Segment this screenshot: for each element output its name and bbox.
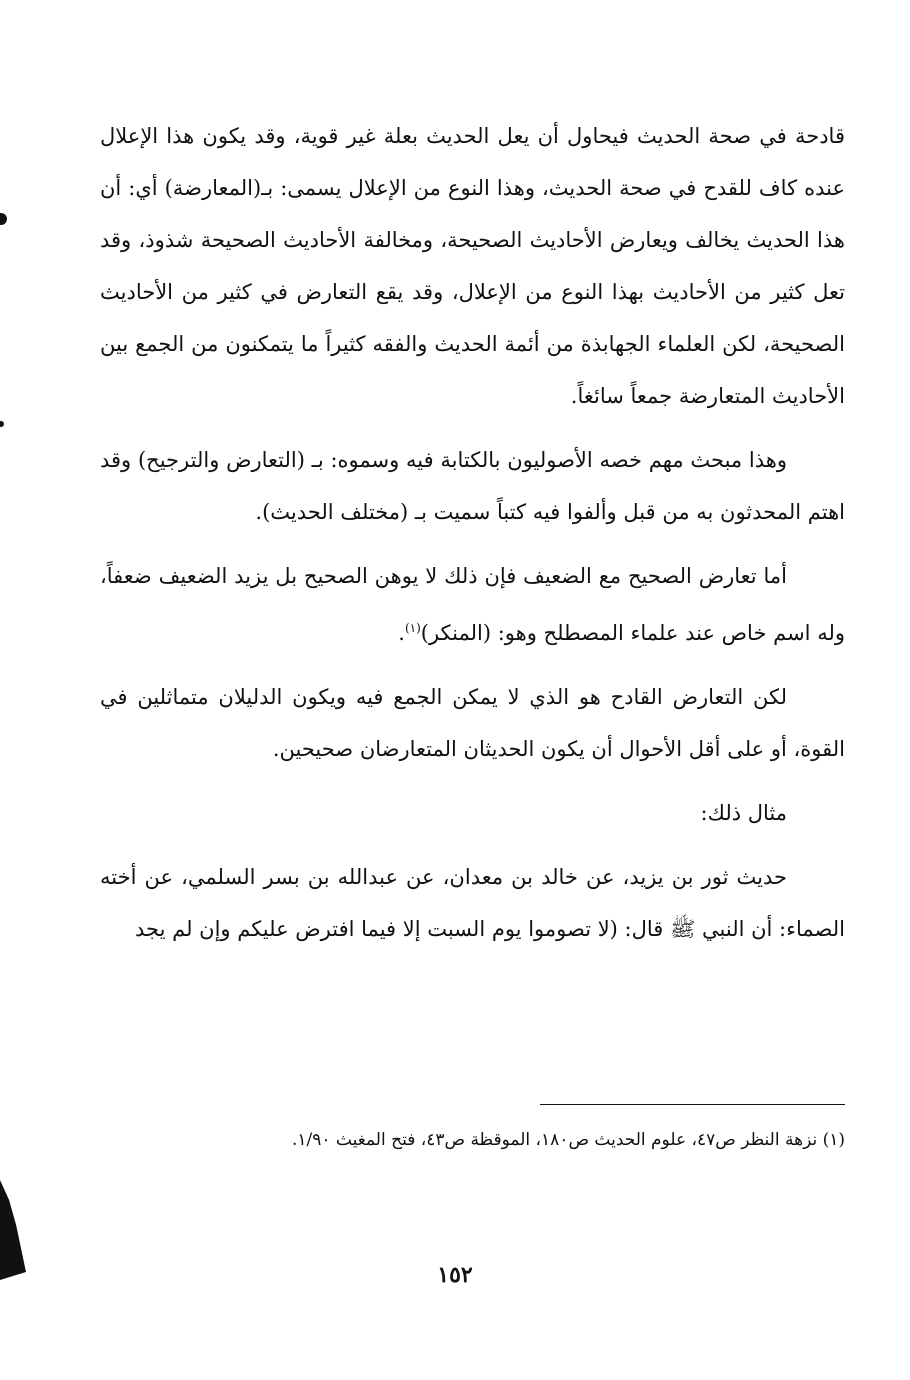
scan-edge-mark (0, 421, 4, 427)
paragraph: وهذا مبحث مهم خصه الأصوليون بالكتابة فيه وسموه: بـ (التعارض والترجيح) وقد اهتم المحدثون به من قبل وألفوا فيه كتباً سميت بـ (مختلف الحديث). (100, 448, 845, 524)
paragraph-end: . (398, 621, 405, 645)
main-text (100, 110, 845, 955)
footnote-divider (540, 1104, 845, 1105)
paragraph-text: أما تعارض الصحيح مع الضعيف فإن ذلك لا يوهن الصحيح بل يزيد الضعيف ضعفاً، وله اسم خاص عند علماء المصطلح وهو: (المنكر) (100, 564, 845, 645)
scan-edge-shadow (0, 1180, 26, 1280)
scan-edge-mark (0, 213, 7, 225)
paragraph: لكن التعارض القادح هو الذي لا يمكن الجمع فيه ويكون الدليلان متماثلين في القوة، أو على أقل الأحوال أن يكون الحديثان المتعارضان صحيحين. (100, 685, 845, 761)
footnote: (١) نزهة النظر ص٤٧، علوم الحديث ص١٨٠، الموقظة ص٤٣، فتح المغيث ١/٩٠. (292, 1130, 845, 1150)
page-number: ١٥٢ (437, 1262, 473, 1288)
footnote-reference: (١) (404, 621, 421, 635)
paragraph: حديث ثور بن يزيد، عن خالد بن معدان، عن عبدالله بن بسر السلمي، عن أخته الصماء: أن النبي ﷺ قال: (لا تصوموا يوم السبت إلا فيما افترض عليكم وإن لم يجد (100, 865, 845, 941)
paragraph (100, 550, 845, 659)
paragraph: مثال ذلك: (700, 801, 787, 825)
paragraph: قادحة في صحة الحديث فيحاول أن يعل الحديث بعلة غير قوية، وقد يكون هذا الإعلال عنده كاف للقدح في صحة الحديث، وهذا النوع من الإعلال يسمى: بـ(المعارضة) أي: أن هذا الحديث يخالف ويعارض الأحاديث الصحيحة، ومخالفة الأحاديث الصحيحة شذوذ، وقد تعل كثير من الأحاديث بهذا النوع من الإعلال، وقد يقع التعارض في كثير من الأحاديث الصحيحة، لكن العلماء الجهابذة من أئمة الحديث والفقه كثيراً ما يتمكنون من الجمع بين الأحاديث المتعارضة جمعاً سائغاً. (100, 124, 845, 408)
